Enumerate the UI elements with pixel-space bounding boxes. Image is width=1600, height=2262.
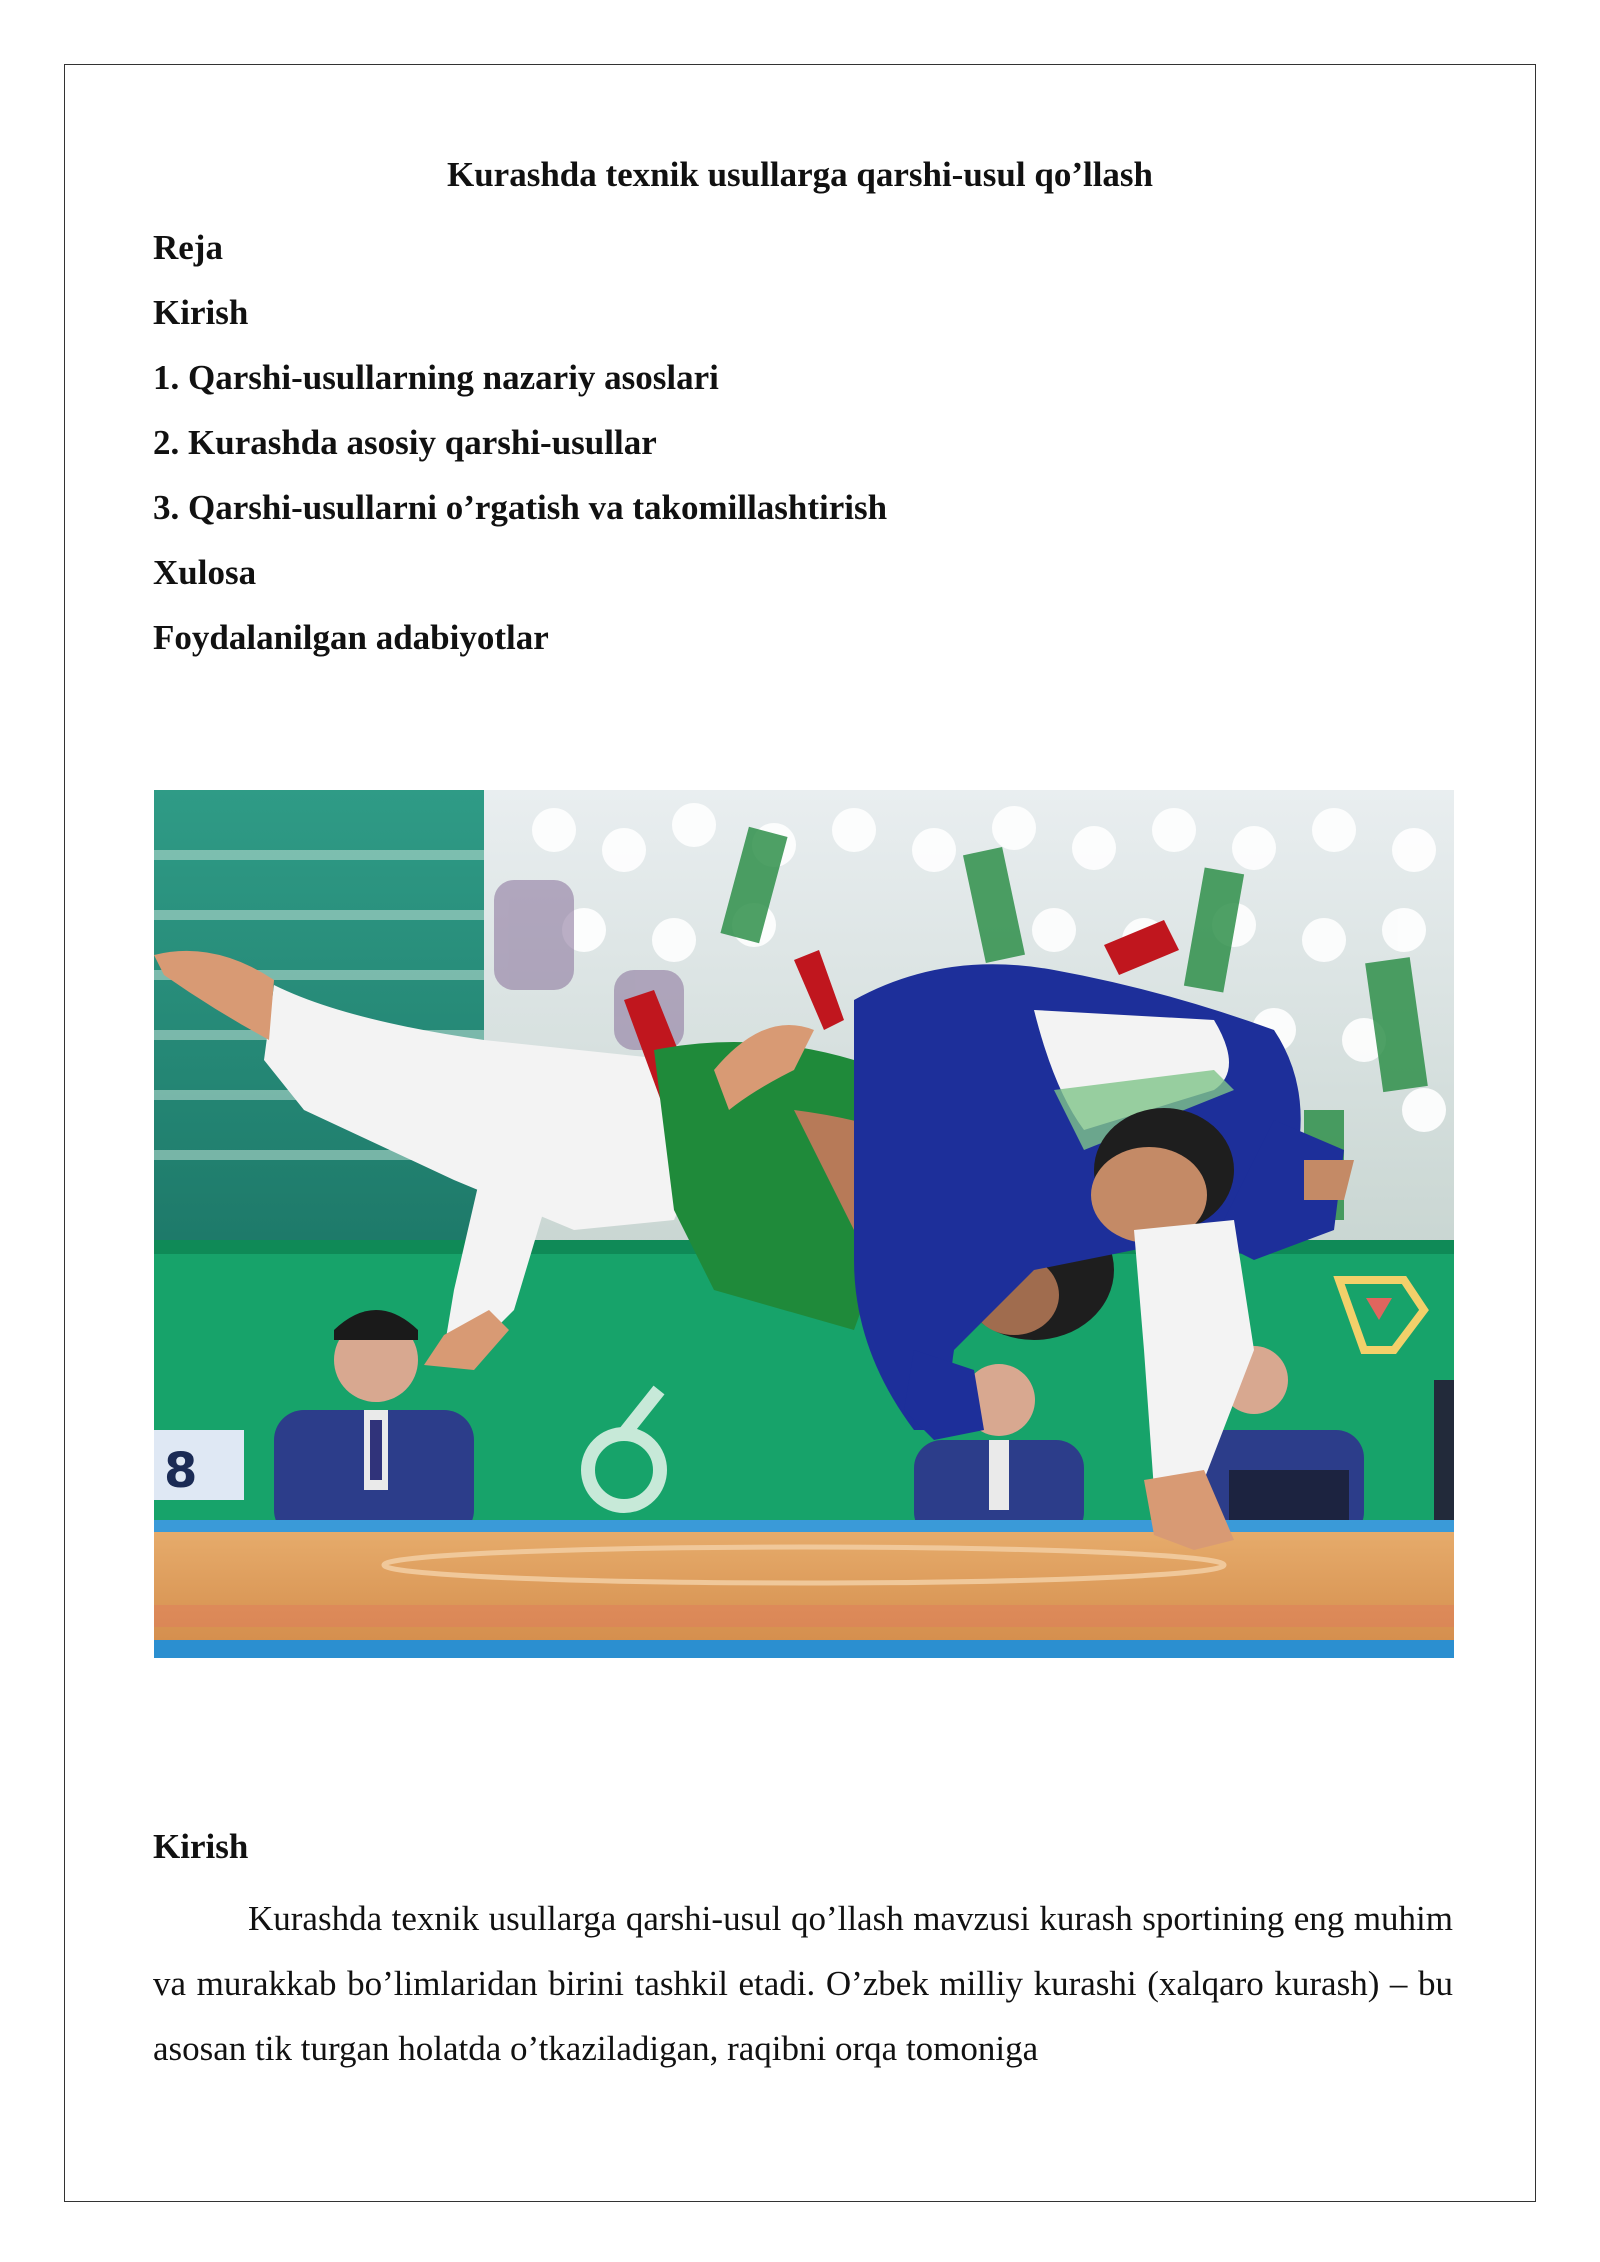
kurash-wrestling-photo <box>154 790 1454 1658</box>
plan-item-3: 3. Qarshi-usullarni o’rgatish va takomillashtirish <box>153 488 888 527</box>
plan-item-2: 2. Kurashda asosiy qarshi-usullar <box>153 423 657 462</box>
plan-heading: Reja <box>153 228 223 267</box>
plan-item-1: 1. Qarshi-usullarning nazariy asoslari <box>153 358 719 397</box>
scoreboard-digit: 8 <box>164 1443 198 1499</box>
document-title: Kurashda texnik usullarga qarshi-usul qo’llash <box>446 155 1154 194</box>
plan-item-conclusion: Xulosa <box>153 553 257 592</box>
section-heading-introduction: Kirish <box>153 1827 249 1866</box>
plan-item-references: Foydalanilgan adabiyotlar <box>153 618 549 657</box>
plan-list <box>153 215 887 670</box>
plan-item-introduction: Kirish <box>153 293 249 332</box>
introduction-paragraph: Kurashda texnik usullarga qarshi-usul qo’llash mavzusi kurash sportining eng muhim va murakkab bo’limlaridan birini tashkil etadi. O’zbek milliy kurashi (xalqaro kurash) – bu asosan tik turgan holatda o’tkaziladigan, raqibni orqa tomoniga <box>153 1899 1453 2068</box>
